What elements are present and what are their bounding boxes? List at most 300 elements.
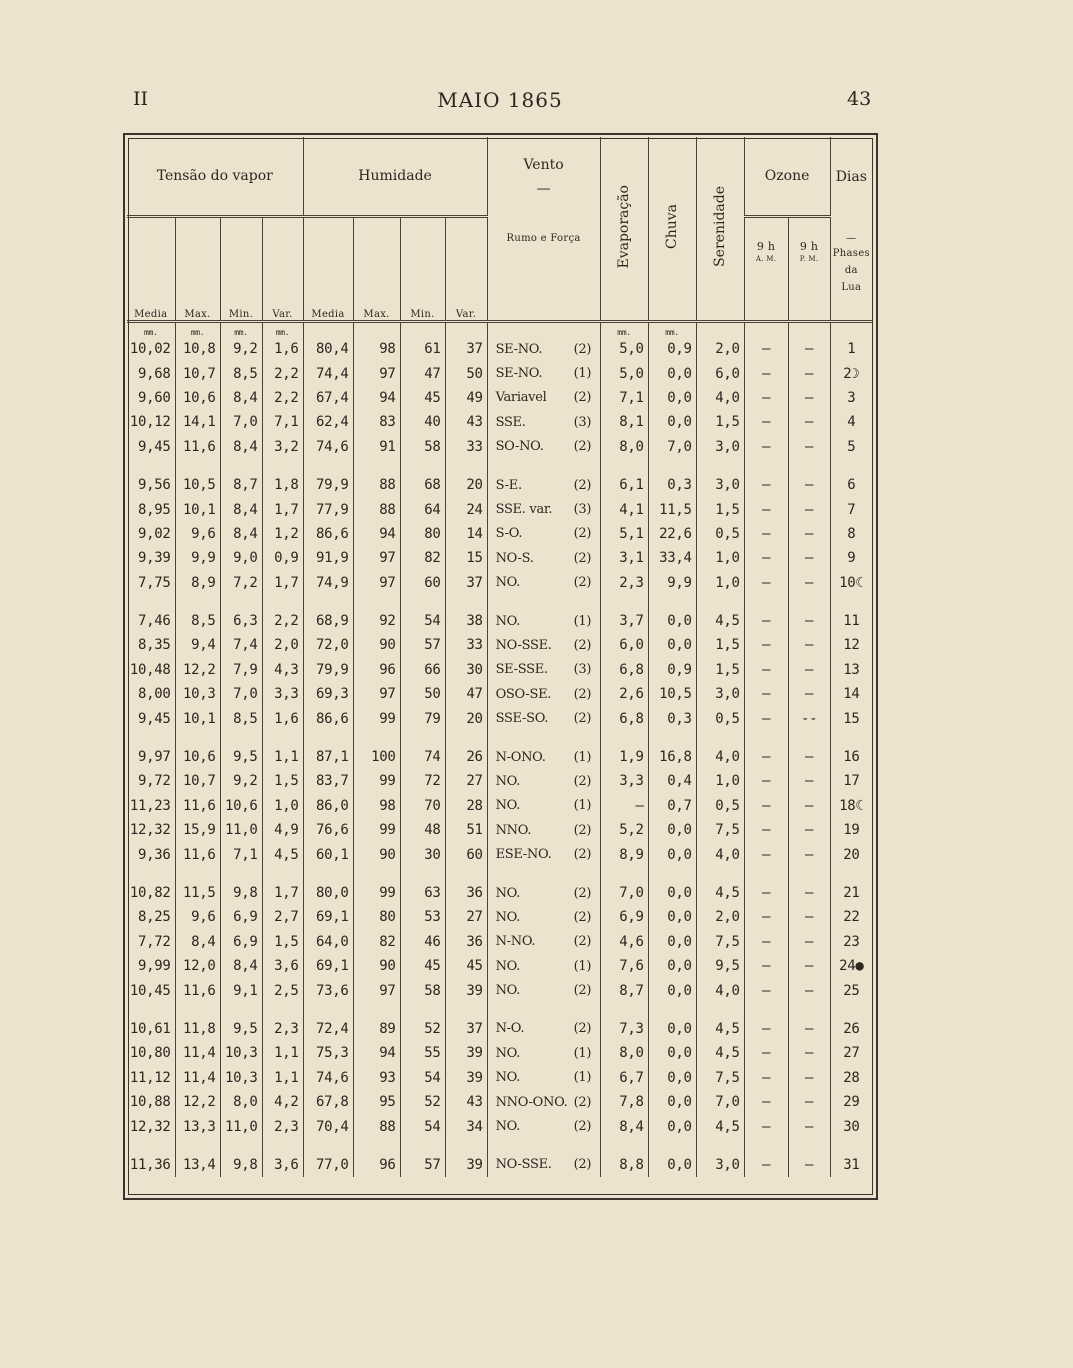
table-row (127, 435, 872, 459)
vento-forca: (2) (573, 439, 592, 455)
cell-tensao-var: 4,5 (262, 842, 303, 866)
cell-tensao-min: 9,1 (220, 978, 262, 1002)
cell-tensao-max: 10,6 (175, 745, 220, 769)
cell-tensao-max: 10,6 (175, 386, 220, 410)
cell-tensao-media: 9,68 (127, 361, 175, 385)
cell-tensao-min: 7,0 (220, 682, 262, 706)
cell-tensao-media: 11,23 (127, 794, 175, 818)
cell-tensao-var: 2,5 (262, 978, 303, 1002)
vento-forca: (1) (573, 1070, 592, 1086)
vento-forca: (2) (573, 1157, 592, 1173)
vento-forca: (2) (573, 341, 592, 357)
cell-chuva: 0,0 (648, 1153, 696, 1177)
cell-vento (487, 745, 600, 769)
cell-chuva: 0,7 (648, 794, 696, 818)
cell-tensao-var: 1,7 (262, 497, 303, 521)
vento-rumo: NO. (495, 983, 521, 999)
cell-vento (487, 337, 600, 361)
cell-humidade-media: 83,7 (303, 769, 353, 793)
cell-humidade-var: 39 (445, 1153, 487, 1177)
cell-humidade-min: 57 (400, 1153, 445, 1177)
vento-rumo: SE-NO. (495, 366, 543, 382)
sub-tensao-min: Min. (220, 217, 262, 322)
cell-humidade-media: 86,6 (303, 706, 353, 730)
cell-tensao-var: 3,3 (262, 682, 303, 706)
cell-dia: 1 (847, 341, 856, 358)
cell-tensao-media: 7,46 (127, 609, 175, 633)
cell-tensao-var: 1,8 (262, 473, 303, 497)
cell-chuva: 0,0 (648, 842, 696, 866)
cell-evaporacao: 8,9 (600, 842, 648, 866)
cell-ozone-pm: — (788, 1114, 830, 1138)
table-row (127, 497, 872, 521)
cell-serenidade: 3,0 (696, 435, 744, 459)
vento-rumo: NO. (495, 885, 521, 901)
cell-tensao-max: 10,8 (175, 337, 220, 361)
cell-humidade-var: 39 (445, 1066, 487, 1090)
cell-tensao-max: 10,5 (175, 473, 220, 497)
cell-humidade-min: 64 (400, 497, 445, 521)
cell-tensao-var: 7,1 (262, 410, 303, 434)
unit-mm: mm. (127, 322, 175, 338)
cell-chuva: 7,0 (648, 435, 696, 459)
cell-chuva: 0,0 (648, 978, 696, 1002)
cell-tensao-var: 1,6 (262, 337, 303, 361)
table-row (127, 522, 872, 546)
cell-evaporacao: 3,7 (600, 609, 648, 633)
cell-tensao-min: 10,3 (220, 1041, 262, 1065)
cell-serenidade: 0,5 (696, 522, 744, 546)
cell-tensao-var: 4,2 (262, 1090, 303, 1114)
cell-humidade-max: 97 (353, 978, 400, 1002)
group-chuva (648, 137, 696, 322)
cell-tensao-media: 12,32 (127, 1114, 175, 1138)
vento-forca: (1) (573, 798, 592, 814)
cell-humidade-min: 45 (400, 386, 445, 410)
cell-humidade-max: 90 (353, 954, 400, 978)
cell-ozone-am: — (744, 745, 788, 769)
sub-rumo-e-forca: Rumo e Força (487, 217, 600, 322)
cell-humidade-min: 54 (400, 609, 445, 633)
cell-ozone-pm: — (788, 1090, 830, 1114)
ozone-am-sub: A. M. (755, 255, 777, 263)
vento-dash: — (536, 180, 551, 197)
cell-tensao-min: 7,4 (220, 633, 262, 657)
group-spacer (127, 867, 872, 881)
cell-ozone-pm: — (788, 633, 830, 657)
cell-dia: 13 (843, 661, 860, 678)
cell-serenidade: 3,0 (696, 473, 744, 497)
cell-humidade-var: 60 (445, 842, 487, 866)
table-row (127, 818, 872, 842)
cell-chuva: 0,9 (648, 337, 696, 361)
cell-tensao-var: 1,6 (262, 706, 303, 730)
cell-vento (487, 978, 600, 1002)
cell-vento (487, 522, 600, 546)
cell-humidade-min: 79 (400, 706, 445, 730)
cell-ozone-am: — (744, 682, 788, 706)
cell-tensao-media: 8,25 (127, 905, 175, 929)
cell-humidade-media: 77,0 (303, 1153, 353, 1177)
table-row (127, 930, 872, 954)
cell-tensao-media: 8,35 (127, 633, 175, 657)
cell-serenidade: 1,5 (696, 497, 744, 521)
cell-dia: 19 (843, 822, 860, 839)
vento-rumo: SSE-SO. (495, 711, 549, 727)
cell-serenidade: 7,5 (696, 1066, 744, 1090)
cell-humidade-media: 86,6 (303, 522, 353, 546)
cell-chuva: 16,8 (648, 745, 696, 769)
cell-tensao-min: 9,2 (220, 337, 262, 361)
cell-serenidade: 1,0 (696, 546, 744, 570)
cell-evaporacao: 7,0 (600, 881, 648, 905)
cell-humidade-media: 72,0 (303, 633, 353, 657)
cell-humidade-min: 63 (400, 881, 445, 905)
cell-tensao-max: 11,6 (175, 842, 220, 866)
page-number: 43 (847, 88, 872, 110)
cell-humidade-min: 60 (400, 571, 445, 595)
cell-evaporacao: 6,8 (600, 658, 648, 682)
cell-humidade-min: 58 (400, 978, 445, 1002)
cell-serenidade: 4,0 (696, 842, 744, 866)
cell-humidade-media: 64,0 (303, 930, 353, 954)
cell-tensao-media: 10,12 (127, 410, 175, 434)
unit-mm: mm. (175, 322, 220, 338)
cell-tensao-var: 1,1 (262, 745, 303, 769)
cell-humidade-max: 91 (353, 435, 400, 459)
cell-humidade-min: 68 (400, 473, 445, 497)
units-row (127, 322, 872, 338)
cell-tensao-max: 14,1 (175, 410, 220, 434)
cell-humidade-min: 72 (400, 769, 445, 793)
group-tensao-do-vapor: Tensão do vapor (127, 137, 303, 217)
table-row (127, 609, 872, 633)
cell-serenidade: 4,5 (696, 1114, 744, 1138)
cell-tensao-media: 9,72 (127, 769, 175, 793)
cell-ozone-am: — (744, 905, 788, 929)
cell-evaporacao: 8,1 (600, 410, 648, 434)
cell-chuva: 0,0 (648, 609, 696, 633)
cell-tensao-var: 1,7 (262, 881, 303, 905)
cell-tensao-media: 9,45 (127, 706, 175, 730)
cell-humidade-var: 24 (445, 497, 487, 521)
cell-humidade-var: 51 (445, 818, 487, 842)
cell-humidade-min: 52 (400, 1090, 445, 1114)
cell-humidade-media: 86,0 (303, 794, 353, 818)
cell-ozone-am: — (744, 930, 788, 954)
cell-humidade-max: 99 (353, 706, 400, 730)
cell-tensao-var: 2,0 (262, 633, 303, 657)
cell-tensao-var: 1,1 (262, 1066, 303, 1090)
cell-humidade-var: 39 (445, 1041, 487, 1065)
cell-tensao-max: 9,6 (175, 905, 220, 929)
cell-humidade-min: 80 (400, 522, 445, 546)
cell-tensao-media: 8,95 (127, 497, 175, 521)
table-row (127, 1041, 872, 1065)
cell-ozone-am: — (744, 633, 788, 657)
cell-ozone-pm: — (788, 818, 830, 842)
cell-vento (487, 1114, 600, 1138)
cell-evaporacao: 8,0 (600, 1041, 648, 1065)
cell-chuva: 10,5 (648, 682, 696, 706)
cell-tensao-max: 11,6 (175, 435, 220, 459)
cell-humidade-media: 74,9 (303, 571, 353, 595)
cell-tensao-min: 8,4 (220, 435, 262, 459)
cell-tensao-media: 10,82 (127, 881, 175, 905)
cell-evaporacao: 3,3 (600, 769, 648, 793)
cell-humidade-min: 54 (400, 1066, 445, 1090)
cell-ozone-am: — (744, 473, 788, 497)
cell-humidade-min: 48 (400, 818, 445, 842)
cell-humidade-var: 37 (445, 571, 487, 595)
table-row (127, 633, 872, 657)
cell-tensao-var: 2,7 (262, 905, 303, 929)
table-row (127, 1090, 872, 1114)
cell-humidade-media: 91,9 (303, 546, 353, 570)
cell-evaporacao: 6,1 (600, 473, 648, 497)
cell-tensao-var: 3,6 (262, 1153, 303, 1177)
cell-chuva: 0,3 (648, 706, 696, 730)
cell-serenidade: 1,5 (696, 658, 744, 682)
cell-tensao-media: 10,02 (127, 337, 175, 361)
cell-tensao-min: 6,9 (220, 930, 262, 954)
cell-evaporacao: 5,0 (600, 361, 648, 385)
serenidade-label: Serenidade (712, 186, 729, 267)
sub-humidade-var: Var. (445, 217, 487, 322)
phases-da-label: da (844, 264, 858, 276)
cell-humidade-var: 20 (445, 473, 487, 497)
group-dias (830, 137, 872, 217)
page-title: MAIO 1865 (437, 88, 563, 112)
vento-forca: (2) (573, 1021, 592, 1037)
cell-ozone-am: — (744, 769, 788, 793)
group-spacer (127, 731, 872, 745)
table-row (127, 1066, 872, 1090)
table-row (127, 842, 872, 866)
cell-humidade-min: 61 (400, 337, 445, 361)
table-row (127, 769, 872, 793)
cell-humidade-max: 88 (353, 497, 400, 521)
cell-humidade-min: 45 (400, 954, 445, 978)
cell-tensao-var: 2,3 (262, 1114, 303, 1138)
cell-dia: 5 (847, 438, 856, 455)
cell-ozone-pm: — (788, 794, 830, 818)
section-number: II (133, 88, 149, 110)
cell-ozone-pm: — (788, 546, 830, 570)
cell-humidade-var: 43 (445, 410, 487, 434)
sub-humidade-max: Max. (353, 217, 400, 322)
sub-tensao-var: Var. (262, 217, 303, 322)
cell-ozone-pm: — (788, 522, 830, 546)
cell-tensao-min: 11,0 (220, 1114, 262, 1138)
cell-humidade-var: 33 (445, 435, 487, 459)
cell-humidade-max: 99 (353, 769, 400, 793)
cell-tensao-var: 1,1 (262, 1041, 303, 1065)
cell-tensao-max: 9,6 (175, 522, 220, 546)
cell-ozone-pm: — (788, 386, 830, 410)
cell-humidade-var: 30 (445, 658, 487, 682)
cell-dia: 27 (843, 1045, 860, 1062)
vento-rumo: NO. (495, 613, 521, 629)
vento-rumo: NO. (495, 773, 521, 789)
vento-forca: (2) (573, 477, 592, 493)
cell-tensao-max: 8,4 (175, 930, 220, 954)
cell-tensao-max: 13,4 (175, 1153, 220, 1177)
vento-rumo: SE-NO. (495, 341, 543, 357)
cell-ozone-am: — (744, 1017, 788, 1041)
cell-vento (487, 818, 600, 842)
cell-evaporacao: 6,0 (600, 633, 648, 657)
cell-tensao-min: 9,0 (220, 546, 262, 570)
cell-tensao-var: 4,3 (262, 658, 303, 682)
vento-rumo: NO. (495, 1119, 521, 1135)
cell-evaporacao: 2,6 (600, 682, 648, 706)
table-row (127, 794, 872, 818)
table-row (127, 1153, 872, 1177)
cell-humidade-max: 95 (353, 1090, 400, 1114)
cell-dia: 12 (843, 637, 860, 654)
cell-humidade-media: 62,4 (303, 410, 353, 434)
ozone-pm-sub: P. M. (799, 255, 819, 263)
vento-rumo: Variavel (495, 390, 547, 406)
vento-rumo: NO. (495, 1070, 521, 1086)
cell-serenidade: 6,0 (696, 361, 744, 385)
cell-humidade-var: 27 (445, 769, 487, 793)
cell-chuva: 0,0 (648, 361, 696, 385)
cell-humidade-max: 88 (353, 1114, 400, 1138)
cell-tensao-media: 7,75 (127, 571, 175, 595)
cell-vento (487, 633, 600, 657)
cell-humidade-var: 33 (445, 633, 487, 657)
cell-dia: 3 (847, 389, 856, 406)
vento-label: Vento (523, 156, 564, 173)
table-row (127, 1017, 872, 1041)
cell-evaporacao: 4,1 (600, 497, 648, 521)
cell-chuva: 0,0 (648, 633, 696, 657)
cell-evaporacao: 6,9 (600, 905, 648, 929)
cell-tensao-max: 11,8 (175, 1017, 220, 1041)
phases-lua-label: Lua (841, 281, 862, 293)
vento-rumo: SSE. var. (495, 502, 553, 518)
cell-chuva: 0,0 (648, 954, 696, 978)
unit-mm: mm. (600, 322, 648, 338)
cell-humidade-media: 79,9 (303, 473, 353, 497)
cell-vento (487, 386, 600, 410)
cell-ozone-am: — (744, 609, 788, 633)
cell-dia: 6 (847, 477, 856, 494)
cell-ozone-am: — (744, 337, 788, 361)
cell-dia: 14 (843, 686, 860, 703)
cell-humidade-media: 74,4 (303, 361, 353, 385)
cell-humidade-var: 37 (445, 337, 487, 361)
cell-tensao-min: 8,4 (220, 954, 262, 978)
cell-humidade-media: 74,6 (303, 435, 353, 459)
cell-humidade-media: 80,4 (303, 337, 353, 361)
cell-serenidade: 7,0 (696, 1090, 744, 1114)
cell-humidade-media: 73,6 (303, 978, 353, 1002)
vento-forca: (2) (573, 983, 592, 999)
cell-tensao-var: 1,7 (262, 571, 303, 595)
cell-serenidade: 1,0 (696, 571, 744, 595)
cell-tensao-max: 8,5 (175, 609, 220, 633)
cell-humidade-var: 34 (445, 1114, 487, 1138)
cell-serenidade: 4,0 (696, 978, 744, 1002)
cell-ozone-am: — (744, 881, 788, 905)
cell-chuva: 0,0 (648, 905, 696, 929)
cell-evaporacao: 2,3 (600, 571, 648, 595)
cell-ozone-am: — (744, 818, 788, 842)
cell-chuva: 0,9 (648, 658, 696, 682)
cell-vento (487, 1041, 600, 1065)
cell-chuva: 0,0 (648, 1066, 696, 1090)
cell-humidade-media: 74,6 (303, 1066, 353, 1090)
cell-serenidade: 4,5 (696, 881, 744, 905)
cell-humidade-max: 90 (353, 842, 400, 866)
cell-humidade-min: 58 (400, 435, 445, 459)
cell-evaporacao: 8,4 (600, 1114, 648, 1138)
table-row (127, 658, 872, 682)
cell-dia: 8 (847, 525, 856, 542)
vento-forca: (1) (573, 366, 592, 382)
group-vento (487, 137, 600, 217)
cell-chuva: 0,0 (648, 386, 696, 410)
cell-humidade-min: 30 (400, 842, 445, 866)
cell-ozone-pm: — (788, 842, 830, 866)
cell-tensao-var: 3,6 (262, 954, 303, 978)
cell-humidade-max: 97 (353, 546, 400, 570)
cell-evaporacao: 5,2 (600, 818, 648, 842)
table-row (127, 706, 872, 730)
cell-humidade-min: 66 (400, 658, 445, 682)
cell-tensao-max: 11,4 (175, 1041, 220, 1065)
cell-vento (487, 794, 600, 818)
cell-ozone-pm: — (788, 930, 830, 954)
vento-forca: (2) (573, 686, 592, 702)
group-spacer (127, 459, 872, 473)
cell-humidade-var: 37 (445, 1017, 487, 1041)
cell-tensao-min: 10,3 (220, 1066, 262, 1090)
cell-evaporacao: 7,6 (600, 954, 648, 978)
cell-humidade-media: 69,1 (303, 954, 353, 978)
cell-tensao-media: 9,02 (127, 522, 175, 546)
vento-forca: (1) (573, 958, 592, 974)
cell-humidade-max: 97 (353, 682, 400, 706)
table-row (127, 546, 872, 570)
cell-tensao-media: 9,56 (127, 473, 175, 497)
cell-tensao-max: 10,1 (175, 706, 220, 730)
vento-forca: (3) (573, 414, 592, 430)
table-row (127, 337, 872, 361)
cell-humidade-max: 94 (353, 386, 400, 410)
table-row (127, 473, 872, 497)
table-row (127, 745, 872, 769)
cell-tensao-media: 11,12 (127, 1066, 175, 1090)
vento-forca: (2) (573, 637, 592, 653)
cell-ozone-pm: — (788, 410, 830, 434)
table-body (127, 322, 872, 1178)
cell-chuva: 0,0 (648, 1090, 696, 1114)
cell-ozone-pm: — (788, 905, 830, 929)
cell-humidade-var: 45 (445, 954, 487, 978)
cell-humidade-min: 50 (400, 682, 445, 706)
table-row (127, 410, 872, 434)
cell-chuva: 0,0 (648, 818, 696, 842)
cell-vento (487, 769, 600, 793)
cell-tensao-var: 3,2 (262, 435, 303, 459)
vento-forca: (2) (573, 711, 592, 727)
cell-tensao-media: 8,00 (127, 682, 175, 706)
table-row (127, 954, 872, 978)
